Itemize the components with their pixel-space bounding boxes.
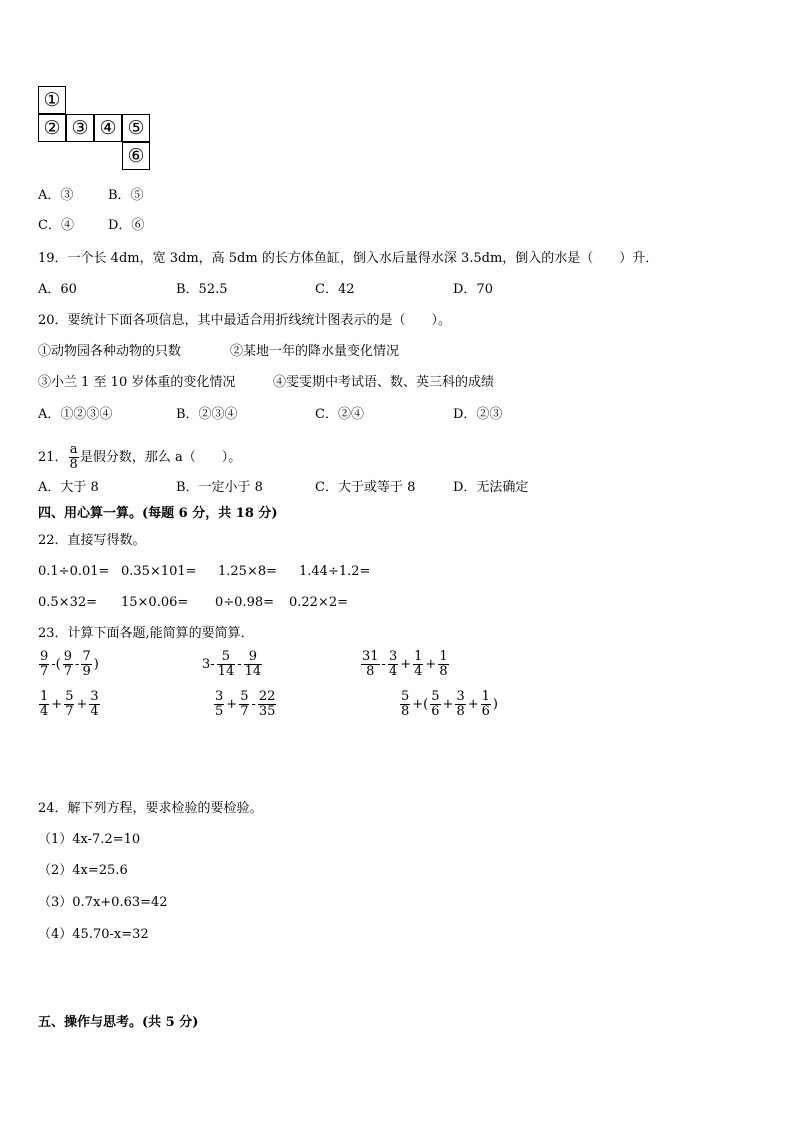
q19-option-a: A．60: [38, 282, 77, 297]
q18-option-c: C．④: [38, 218, 74, 233]
q23-expr-5: $\frac{3}{5}$ + $\frac{5}{7}$ - $\frac{22}{35}$: [215, 689, 276, 719]
cube-net: [38, 86, 158, 172]
q20-stem: 20．要统计下面各项信息，其中最适合用折线统计图表示的是（ ）。: [38, 313, 452, 328]
q22-r2-c2: 15×0.06=: [121, 595, 189, 610]
q23-expr-6: $\frac{5}{8}$ +( $\frac{5}{6}$ + $\frac{3}{8}$ + $\frac{1}{6}$ ): [401, 689, 498, 719]
q22-r2-c1: 0.5×32=: [38, 595, 98, 610]
q24-item-2: （2）4x=25.6: [38, 863, 128, 878]
q22-r1-c2: 0.35×101=: [121, 564, 197, 579]
q21-number: 21．: [38, 450, 68, 465]
section-4-heading: 四、用心算一算。(每题 6 分，共 18 分): [38, 506, 278, 521]
q23-expr-3: $\frac{31}{8}$ - $\frac{3}{4}$ + $\frac{1}{4}$ + $\frac{1}{8}$: [362, 649, 448, 679]
q21-stem: 是假分数，那么 a（ ）。: [79, 450, 242, 465]
q20-option-a: A．①②③④: [38, 407, 113, 422]
net-cell-3: ③: [66, 114, 94, 142]
q20-option-d: D．②③: [453, 407, 503, 422]
q22-stem: 22．直接写得数。: [38, 533, 146, 548]
q18-option-b: B．⑤: [108, 188, 144, 203]
q24-stem: 24．解下列方程，要求检验的要检验。: [38, 801, 263, 816]
q22-r2-c4: 0.22×2=: [289, 595, 349, 610]
q21-option-d: D．无法确定: [453, 480, 529, 495]
net-cell-2: ②: [38, 114, 66, 142]
q22-r2-c3: 0÷0.98=: [215, 595, 275, 610]
q21-option-c: C．大于或等于 8: [315, 480, 416, 495]
q23-expr-2: 3- $\frac{5}{14}$ - $\frac{9}{14}$: [202, 649, 262, 679]
q22-r1-c3: 1.25×8=: [218, 564, 278, 579]
q24-item-1: （1）4x-7.2=10: [38, 832, 141, 847]
q20-item-3: ③小兰 1 至 10 岁体重的变化情况: [38, 375, 236, 390]
q20-option-c: C．②④: [315, 407, 364, 422]
q23-stem: 23．计算下面各题,能简算的要简算．: [38, 626, 254, 641]
q20-option-b: B．②③④: [176, 407, 238, 422]
q24-item-4: （4）45.70-x=32: [38, 927, 149, 942]
q19-option-c: C．42: [315, 282, 355, 297]
q22-r1-c1: 0.1÷0.01=: [38, 564, 110, 579]
q18-option-d: D．⑥: [108, 218, 145, 233]
q22-r1-c4: 1.44÷1.2=: [299, 564, 371, 579]
q21-fraction: $\frac{a}{8}$: [69, 442, 78, 472]
net-cell-5: ⑤: [122, 114, 150, 142]
q19-option-b: B．52.5: [176, 282, 228, 297]
q20-item-4: ④雯雯期中考试语、数、英三科的成绩: [273, 375, 495, 390]
q23-expr-1: $\frac{9}{7}$ -( $\frac{9}{7}$ - $\frac{7}{9}$ ): [40, 649, 99, 679]
q19-stem: 19．一个长 4dm，宽 3dm，高 5dm 的长方体鱼缸，倒入水后量得水深 3.5dm，倒入的水是（ ）升．: [38, 251, 659, 266]
net-cell-4: ④: [94, 114, 122, 142]
net-cell-6: ⑥: [122, 142, 150, 170]
section-5-heading: 五、操作与思考。(共 5 分): [38, 1015, 199, 1030]
q21-option-b: B．一定小于 8: [176, 480, 263, 495]
q21-stem-line: [38, 443, 241, 472]
q19-option-d: D．70: [453, 282, 493, 297]
q24-item-3: （3）0.7x+0.63=42: [38, 895, 168, 910]
q20-item-1: ①动物园各种动物的只数: [38, 344, 182, 359]
net-cell-1: ①: [38, 86, 66, 114]
q23-expr-4: $\frac{1}{4}$ + $\frac{5}{7}$ + $\frac{3}{4}$: [40, 689, 99, 719]
q20-item-2: ②某地一年的降水量变化情况: [230, 344, 400, 359]
q18-option-a: A．③: [38, 188, 74, 203]
q21-option-a: A．大于 8: [38, 480, 99, 495]
